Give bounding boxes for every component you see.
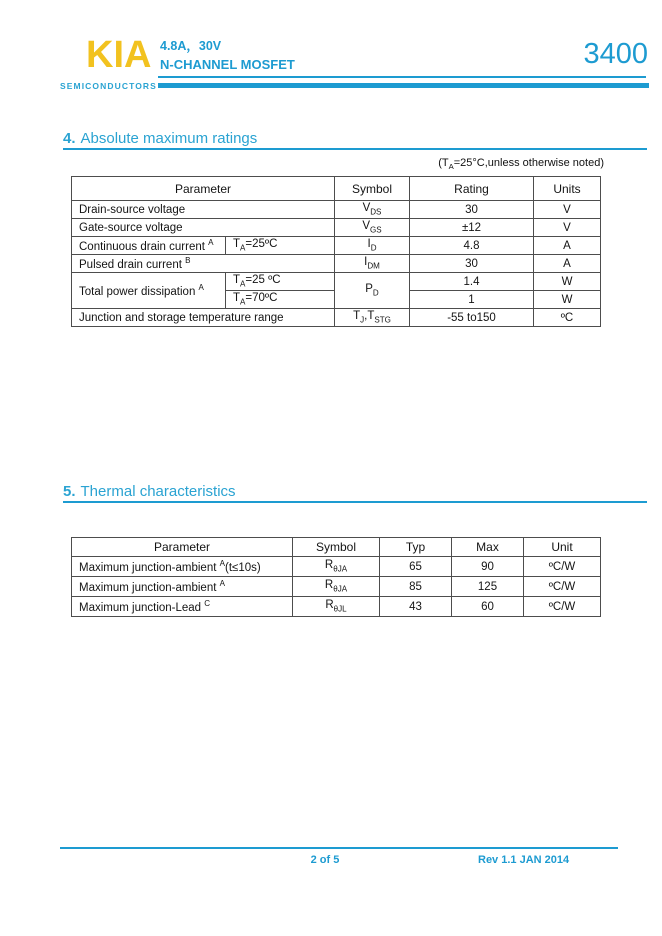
- cell-rating: 30: [410, 201, 534, 219]
- cell-rating: 30: [410, 255, 534, 273]
- cell-param: Total power dissipation $^A$: [72, 273, 226, 309]
- cell-unit: A: [534, 255, 601, 273]
- col-header-units: Units: [534, 177, 601, 201]
- cell-condition: $T_A=25ºC$: [226, 237, 335, 255]
- cell-condition: $T_A=25$ ºC: [226, 273, 335, 291]
- cell-typ: 43: [380, 597, 452, 617]
- cell-unit: W: [534, 273, 601, 291]
- cell-typ: 85: [380, 577, 452, 597]
- cell-rating: -55 to150: [410, 309, 534, 327]
- absolute-maximum-ratings-table: [71, 176, 601, 327]
- table-header-row: [72, 177, 601, 201]
- cell-param: Junction and storage temperature range: [72, 309, 335, 327]
- thermal-characteristics-table: [71, 537, 601, 617]
- cell-unit: W: [534, 291, 601, 309]
- cell-rating: ±12: [410, 219, 534, 237]
- table-row: [72, 273, 601, 291]
- cell-unit: V: [534, 201, 601, 219]
- table-row: [72, 201, 601, 219]
- table-row: [72, 309, 601, 327]
- cell-param: Pulsed drain current $^B$: [72, 255, 335, 273]
- cell-symbol: $P_D$: [335, 273, 410, 309]
- table-row: [72, 219, 601, 237]
- cell-unit: ºC: [534, 309, 601, 327]
- table-row: [72, 557, 601, 577]
- footer-rule: [60, 847, 618, 849]
- cell-symbol: $T_J,T_{STG}$: [335, 309, 410, 327]
- cell-symbol: $R_{\theta JA}$: [293, 577, 380, 597]
- cell-unit: ºC/W: [524, 597, 601, 617]
- section4-title: [63, 131, 257, 146]
- col-header-typ: Typ: [380, 538, 452, 557]
- cell-symbol: $I_D$: [335, 237, 410, 255]
- cell-param: Maximum junction-ambient $^A$(t≤10s): [72, 557, 293, 577]
- section4-number: 4.: [63, 130, 76, 147]
- section5-title-text: Thermal characteristics: [80, 483, 236, 500]
- kia-logo: KIA: [86, 34, 152, 76]
- col-header-max: Max: [452, 538, 524, 557]
- cell-symbol: $R_{\theta JL}$: [293, 597, 380, 617]
- cell-unit: A: [534, 237, 601, 255]
- cell-param: Maximum junction-ambient $^A$: [72, 577, 293, 597]
- table-header-row: [72, 538, 601, 557]
- cell-rating: 1: [410, 291, 534, 309]
- cell-unit: V: [534, 219, 601, 237]
- cell-param: Maximum junction-Lead $^C$: [72, 597, 293, 617]
- table-row: [72, 237, 601, 255]
- cell-unit: ºC/W: [524, 557, 601, 577]
- logo-subtext: SEMICONDUCTORS: [60, 81, 157, 91]
- device-type-line: N-CHANNEL MOSFET: [160, 56, 295, 72]
- col-header-parameter: Parameter: [72, 538, 293, 557]
- revision-label: Rev 1.1 JAN 2014: [478, 854, 570, 866]
- section5-number: 5.: [63, 483, 76, 500]
- page-number: 2 of 5: [310, 854, 340, 866]
- table-row: [72, 255, 601, 273]
- cell-rating: 1.4: [410, 273, 534, 291]
- cell-max: 125: [452, 577, 524, 597]
- cell-param: Gate-source voltage: [72, 219, 335, 237]
- cell-param: Continuous drain current $^A$: [72, 237, 226, 255]
- section5-title: [63, 484, 236, 499]
- section4-underline: [63, 148, 647, 150]
- device-rating-line: 4.8A，30V: [160, 39, 222, 53]
- cell-symbol: $I_{DM}$: [335, 255, 410, 273]
- header-rule-thick: [158, 83, 649, 88]
- cell-symbol: $R_{\theta JA}$: [293, 557, 380, 577]
- col-header-rating: Rating: [410, 177, 534, 201]
- cell-max: 90: [452, 557, 524, 577]
- table-row: [72, 597, 601, 617]
- cell-unit: ºC/W: [524, 577, 601, 597]
- cell-param: Drain-source voltage: [72, 201, 335, 219]
- section4-title-text: Absolute maximum ratings: [80, 130, 258, 147]
- part-number: 3400: [583, 38, 648, 70]
- col-header-symbol: Symbol: [335, 177, 410, 201]
- cell-typ: 65: [380, 557, 452, 577]
- table-row: [72, 577, 601, 597]
- cell-rating: 4.8: [410, 237, 534, 255]
- cell-symbol: $V_{DS}$: [335, 201, 410, 219]
- col-header-symbol: Symbol: [293, 538, 380, 557]
- cell-condition: $T_A=70ºC$: [226, 291, 335, 309]
- conditions-note: ($T_A=25^\circ C,unless$ otherwise noted): [438, 157, 604, 172]
- col-header-parameter: Parameter: [72, 177, 335, 201]
- cell-symbol: $V_{GS}$: [335, 219, 410, 237]
- section5-underline: [63, 501, 647, 503]
- header-rule-thin: [158, 76, 646, 78]
- col-header-unit: Unit: [524, 538, 601, 557]
- cell-max: 60: [452, 597, 524, 617]
